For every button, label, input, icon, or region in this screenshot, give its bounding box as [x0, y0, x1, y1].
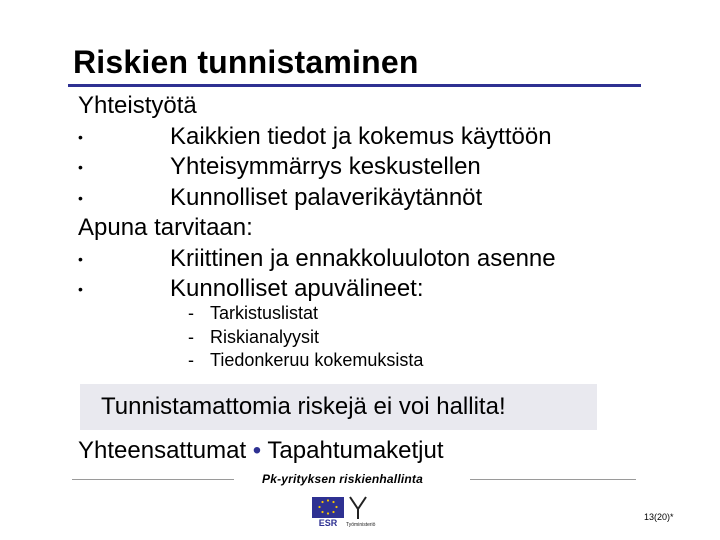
footer-divider-right: [470, 479, 636, 480]
bullet-icon: •: [78, 159, 83, 175]
list-item-text: Yhteisymmärrys keskustellen: [170, 153, 481, 180]
list-item-text: Apuna tarvitaan:: [78, 214, 253, 241]
sub-list-item-text: Riskianalyysit: [210, 326, 320, 347]
list-item: [78, 183, 483, 214]
footer-brand: Pk-yrityksen riskienhallinta: [262, 472, 424, 486]
list-item: [78, 122, 552, 153]
list-item-text: Kriittinen ja ennakkoluuloton asenne: [170, 244, 556, 272]
list-item: [78, 213, 253, 244]
list-item-text: Kunnolliset palaverikäytännöt: [170, 183, 483, 211]
highlight-text: Tunnistamattomia riskejä ei voi hallita!: [101, 393, 506, 420]
separator-dot-icon: •: [252, 437, 262, 464]
summary-line: [78, 437, 444, 465]
page-number: 13(20)*: [644, 512, 674, 522]
sub-list-item-text: Tarkistuslistat: [210, 303, 319, 323]
dash-icon: -: [188, 350, 194, 370]
list-item: [78, 152, 481, 183]
sub-list-item: [188, 302, 423, 326]
title-underline: [68, 84, 641, 87]
list-item: [78, 244, 556, 275]
sub-list: [188, 302, 423, 373]
dash-icon: -: [188, 326, 194, 347]
slide-title: Riskien tunnistaminen: [73, 44, 419, 80]
esr-label: ESR: [318, 518, 338, 527]
list-item: [78, 91, 253, 122]
sub-list-item-text: Tiedonkeruu kokemuksista: [210, 350, 424, 370]
bullet-icon: •: [78, 281, 83, 297]
list-item-text: Yhteistyötä: [78, 92, 197, 119]
bullet-icon: •: [78, 128, 83, 145]
sub-list-item: [188, 349, 423, 373]
ministry-logo-icon: [344, 495, 394, 527]
ministry-label: Työministeriö: [346, 522, 376, 527]
dash-icon: -: [188, 303, 194, 323]
list-item-text: Kaikkien tiedot ja kokemus käyttöön: [170, 122, 552, 150]
list-item-text: Kunnolliset apuvälineet:: [170, 275, 424, 302]
sub-list-item: [188, 326, 423, 350]
bullet-icon: •: [78, 189, 83, 206]
summary-right: Tapahtumaketjut: [267, 437, 444, 464]
bullet-icon: •: [78, 250, 83, 267]
esr-logo-icon: [311, 497, 345, 527]
highlight-box: [80, 384, 597, 430]
slide-body: [78, 91, 556, 305]
footer-divider-left: [72, 479, 234, 480]
summary-left: Yhteensattumat: [78, 437, 247, 464]
list-item: [78, 274, 424, 305]
